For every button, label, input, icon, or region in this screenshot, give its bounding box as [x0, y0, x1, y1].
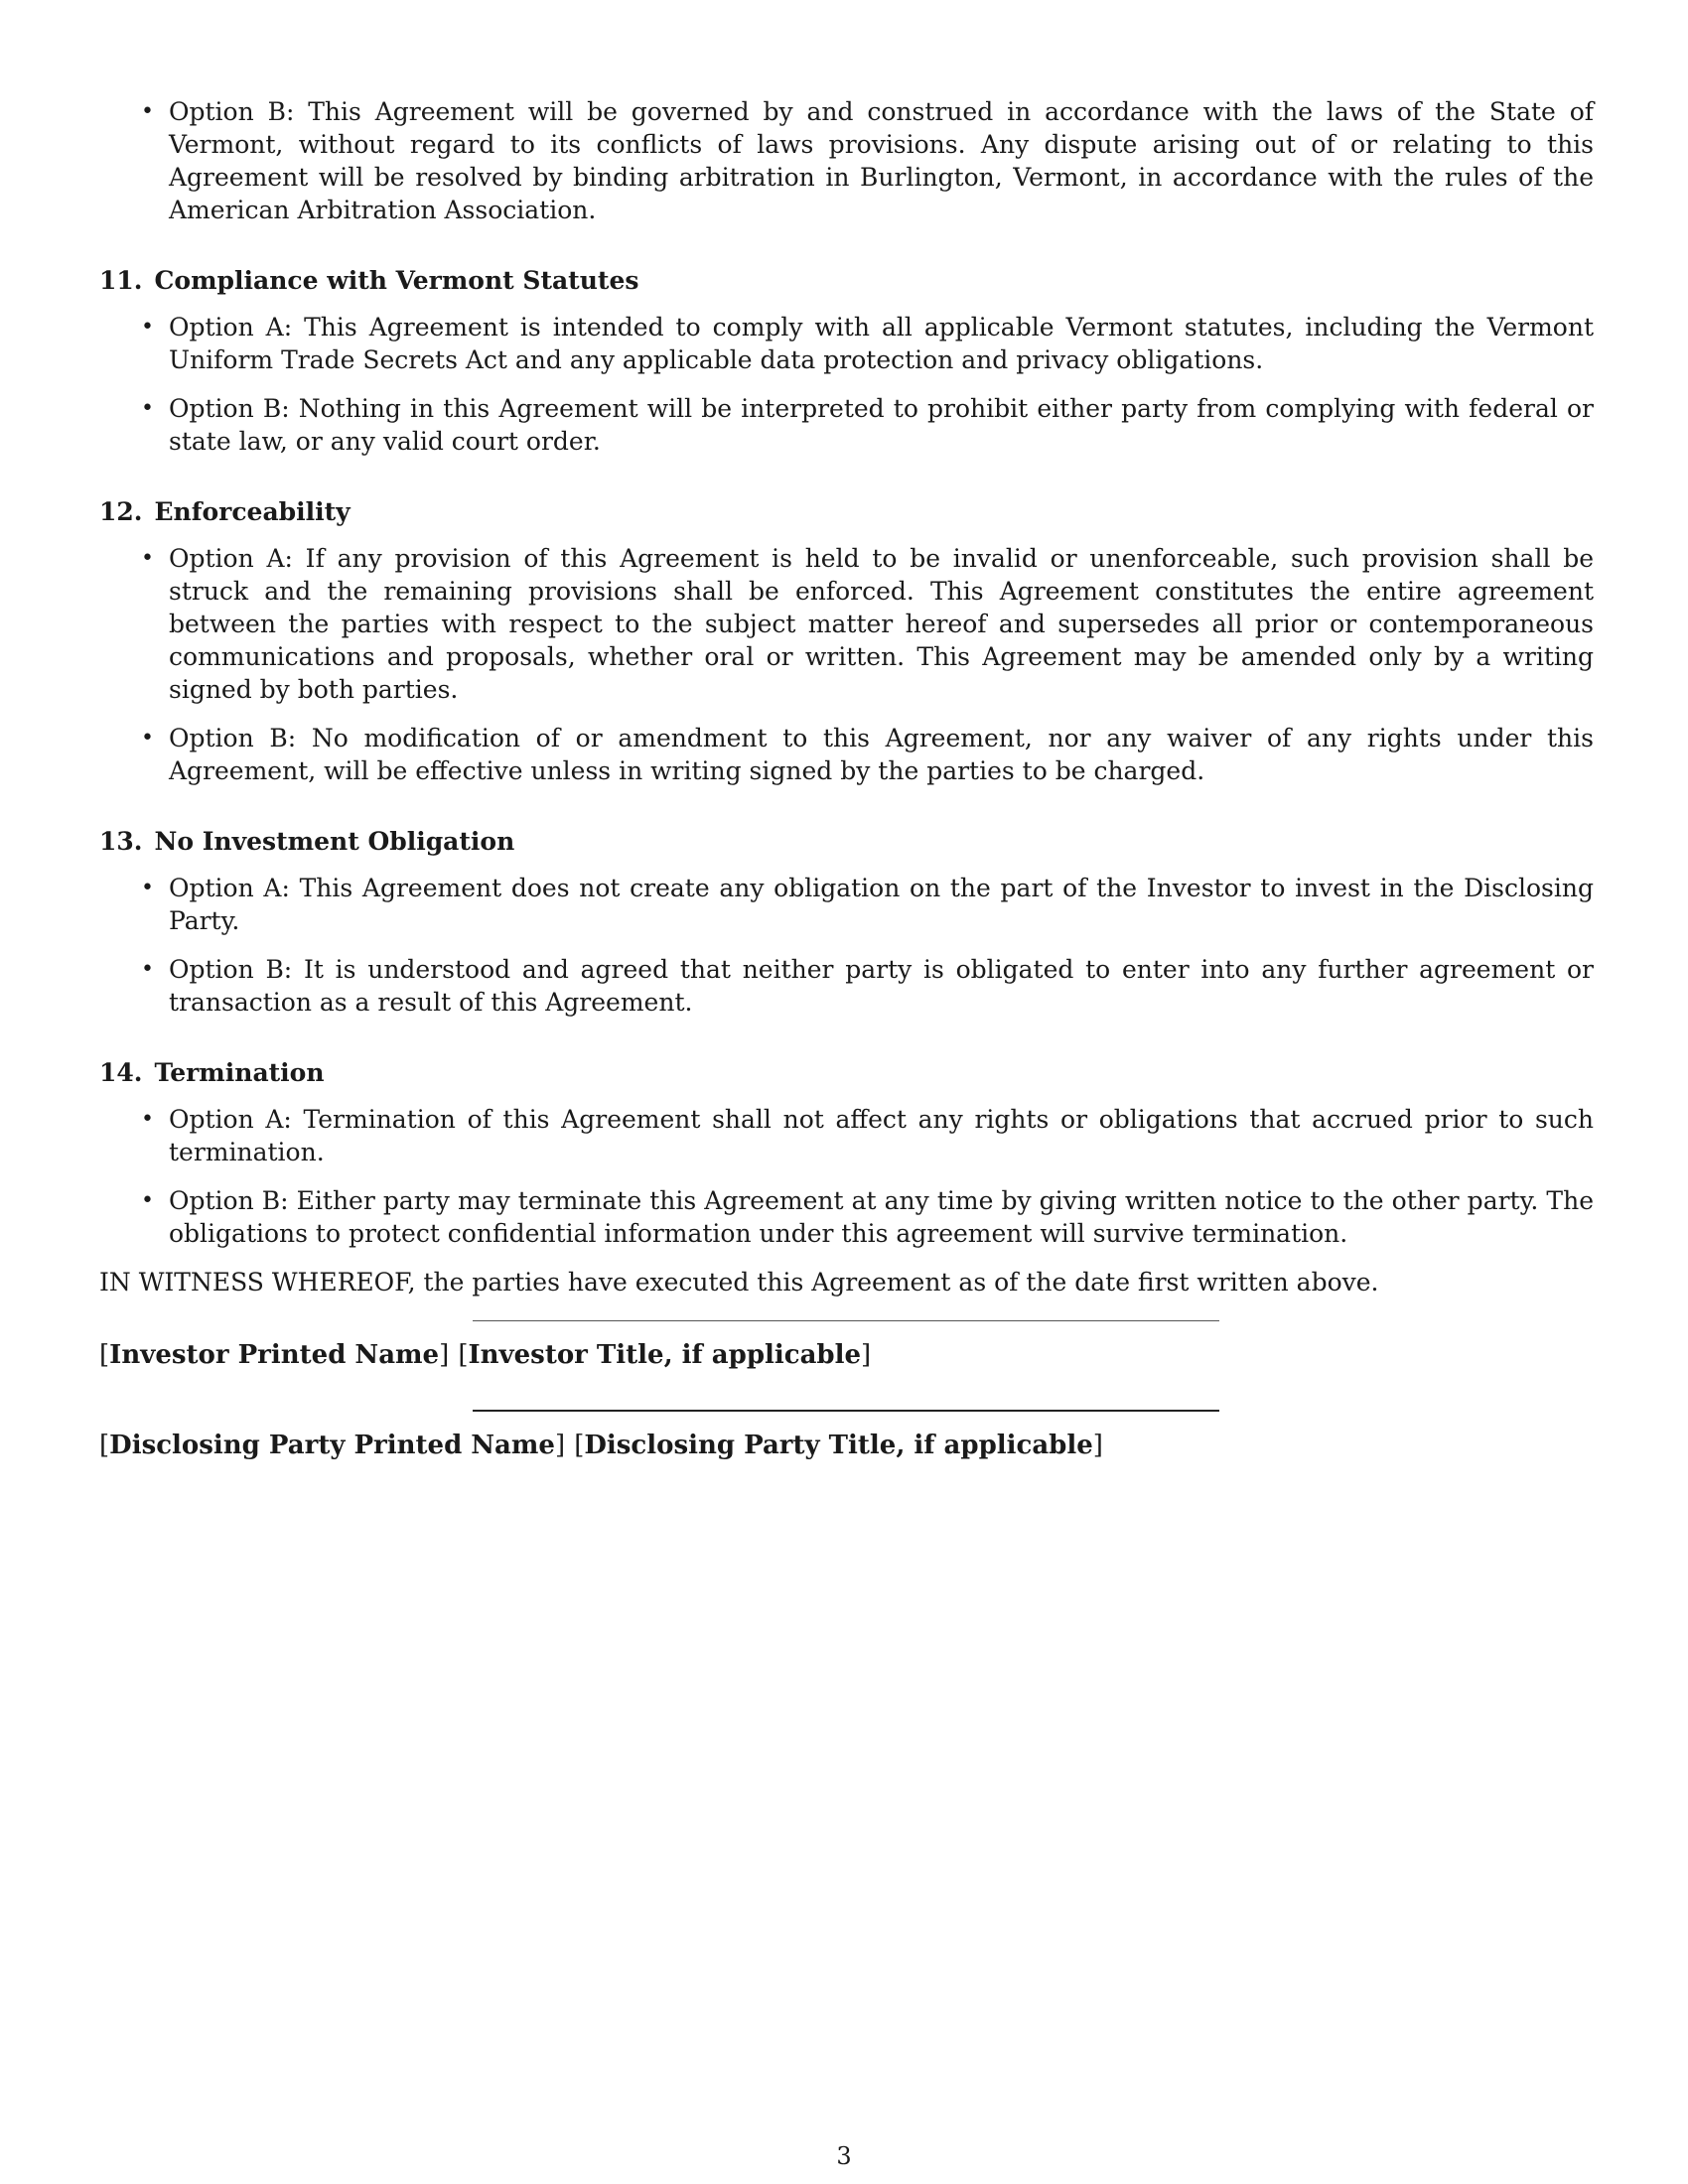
bullet-icon: •	[141, 1188, 154, 1213]
section-heading	[99, 1056, 1594, 1089]
option-item	[99, 872, 1594, 937]
investor-signature-label: [Investor Printed Name] [Investor Title, if applicable]	[99, 1340, 872, 1370]
investor-printed-name: Investor Printed Name	[109, 1340, 440, 1370]
disclosing-party-title: Disclosing Party Title, if applicable	[584, 1431, 1093, 1460]
section-title: Compliance with Vermont Statutes	[154, 266, 639, 295]
bullet-icon: •	[141, 1107, 154, 1132]
section-13	[99, 825, 1594, 1019]
option-item	[99, 722, 1594, 787]
bullet-icon: •	[141, 957, 154, 982]
option-item	[99, 953, 1594, 1019]
signature-block	[99, 1320, 1594, 1462]
investor-signature-line	[473, 1320, 1219, 1321]
section-title: Termination	[154, 1058, 325, 1087]
disclosing-party-signature-label: [Disclosing Party Printed Name] [Disclosing Party Title, if applicable]	[99, 1431, 1103, 1460]
bullet-icon: •	[141, 726, 154, 751]
option-text: Option B: It is understood and agreed that neither party is obligated to enter into any further agreement or transaction as a result of this Agreement.	[169, 955, 1594, 1017]
section-title: Enforceability	[154, 497, 351, 526]
option-item	[99, 542, 1594, 706]
section-heading	[99, 495, 1594, 528]
option-item	[99, 1184, 1594, 1250]
options-list	[99, 872, 1594, 1019]
disclosing-party-signature-line	[473, 1410, 1219, 1412]
section-number: 11.	[99, 266, 143, 295]
option-text: Option B: Nothing in this Agreement will be interpreted to prohibit either party from complying with federal or state law, or any valid court order.	[169, 394, 1594, 456]
bullet-icon: •	[141, 99, 154, 124]
options-list	[99, 311, 1594, 458]
section-heading	[99, 264, 1594, 297]
section-11	[99, 264, 1594, 458]
document-page	[99, 95, 1594, 1462]
bullet-icon: •	[141, 396, 154, 421]
bullet-icon: •	[141, 546, 154, 571]
option-text: Option A: This Agreement is intended to comply with all applicable Vermont statutes, including the Vermont Uniform Trade Secrets Act and any applicable data protection and privacy obligations.	[169, 313, 1594, 374]
bullet-icon: •	[141, 876, 154, 900]
section-12	[99, 495, 1594, 787]
investor-title: Investor Title, if applicable	[468, 1340, 862, 1370]
option-text: Option A: This Agreement does not create any obligation on the part of the Investor to invest in the Disclosing Party.	[169, 874, 1594, 935]
disclosing-party-printed-name: Disclosing Party Printed Name	[109, 1431, 555, 1460]
witness-clause: IN WITNESS WHEREOF, the parties have executed this Agreement as of the date first written above.	[99, 1268, 1379, 1297]
option-item	[99, 1103, 1594, 1168]
page-number: 3	[836, 2142, 852, 2170]
options-list	[99, 1103, 1594, 1250]
option-text: Option B: Either party may terminate this Agreement at any time by giving written notice to the other party. The obligations to protect confidential information under this agreement will survive termination.	[169, 1186, 1594, 1248]
option-text: Option A: Termination of this Agreement shall not affect any rights or obligations that accrued prior to such termination.	[169, 1105, 1594, 1166]
option-item	[99, 392, 1594, 458]
section-number: 12.	[99, 497, 143, 526]
option-text: Option B: No modification of or amendment to this Agreement, nor any waiver of any rights under this Agreement, will be effective unless in writing signed by the parties to be charged.	[169, 724, 1594, 785]
option-item	[99, 95, 1594, 226]
section-number: 13.	[99, 827, 143, 856]
bullet-icon: •	[141, 315, 154, 340]
continued-options-list	[99, 95, 1594, 226]
options-list	[99, 542, 1594, 787]
option-item	[99, 311, 1594, 376]
option-text: Option B: This Agreement will be governed by and construed in accordance with the laws of the State of Vermont, without regard to its conflicts of laws provisions. Any dispute arising out of or relating to this Agreement will be resolved by binding arbitration in Burlington, Vermont, in accordance with the rules of the American Arbitration Association.	[169, 97, 1594, 224]
section-14	[99, 1056, 1594, 1250]
section-title: No Investment Obligation	[154, 827, 515, 856]
option-text: Option A: If any provision of this Agreement is held to be invalid or unenforceable, such provision shall be struck and the remaining provisions shall be enforced. This Agreement constitutes the entire agreement between the parties with respect to the subject matter hereof and supersedes all prior or contemporaneous communications and proposals, whether oral or written. This Agreement may be amended only by a writing signed by both parties.	[169, 544, 1594, 704]
section-number: 14.	[99, 1058, 143, 1087]
section-heading	[99, 825, 1594, 858]
